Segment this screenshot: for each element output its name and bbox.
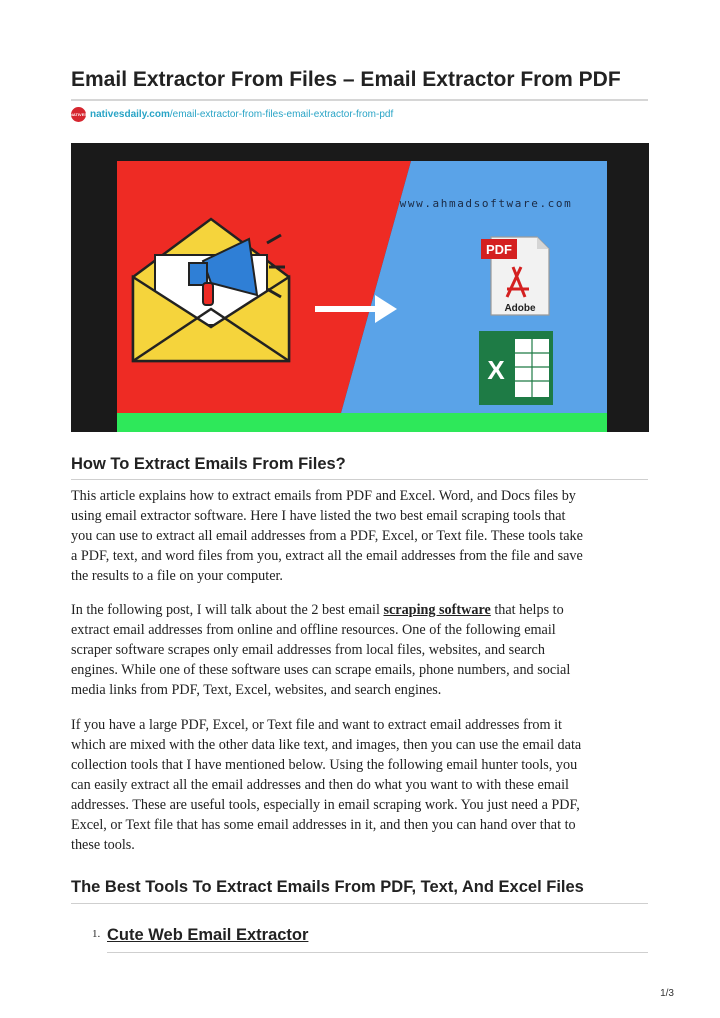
paragraph-text: In the following post, I will talk about the 2 best email	[71, 602, 384, 618]
paragraph-line: If you have a large PDF, Excel, or Text file and want to extract email addresses from it	[71, 717, 562, 733]
section-divider	[71, 903, 648, 904]
excel-label: X	[487, 355, 505, 385]
section-heading-how-to: How To Extract Emails From Files?	[71, 455, 346, 473]
paragraph-line: scraper software scrapes only email addresses from local files, websites, and search	[71, 642, 545, 658]
paragraph-line: collection tools that I have mentioned below. Using the following email hunter tools, you	[71, 757, 578, 773]
paragraph-line: engines. While one of these software uses can scrape emails, phone numbers, and social	[71, 662, 571, 678]
paragraph-line: extract email addresses from online and offline resources. One of the following email	[71, 622, 556, 638]
pdf-label: PDF	[486, 242, 512, 257]
adobe-label: Adobe	[504, 303, 536, 314]
source-domain-link[interactable]: nativesdaily.com	[90, 108, 170, 120]
site-favicon-icon: NATIVES	[71, 107, 86, 122]
paragraph-line: you can use to extract all email addresses from a PDF, Excel, or Text file. These tools take	[71, 528, 583, 544]
section-divider	[71, 479, 648, 480]
excel-file-icon	[479, 331, 553, 405]
page-title: Email Extractor From Files – Email Extractor From PDF	[71, 68, 621, 91]
website-url-text: www.ahmadsoftware.com	[399, 197, 573, 210]
paragraph-text: that helps to	[490, 602, 564, 618]
page-number: 1/3	[660, 988, 674, 999]
hero-image	[71, 143, 649, 432]
scraping-software-link[interactable]: scraping software	[383, 602, 491, 618]
green-strip	[117, 413, 607, 432]
hero-illustration	[71, 143, 649, 432]
paragraph-line: the results to a file on your computer.	[71, 568, 283, 584]
source-path-link[interactable]: /email-extractor-from-files-email-extractor-from-pdf	[169, 108, 394, 120]
paragraph-line	[71, 600, 651, 620]
paragraph-line: This article explains how to extract emails from PDF and Excel. Word, and Docs files by	[71, 488, 576, 504]
cute-web-email-extractor-link[interactable]: Cute Web Email Extractor	[107, 926, 309, 944]
list-item-divider	[107, 952, 648, 953]
intro-paragraph	[71, 486, 651, 586]
following-post-paragraph	[71, 600, 651, 700]
source-line[interactable]	[71, 106, 393, 122]
paragraph-line: media links from PDF, Text, Excel, websites, and search engines.	[71, 682, 442, 698]
paragraph-line: which are mixed with the other data like text, and images, then you can use the email data	[71, 737, 582, 753]
list-item-number: 1.	[92, 928, 101, 940]
paragraph-line: these tools.	[71, 837, 135, 853]
paragraph-line: a PDF, text, and word files from you, extract all the email addresses from the file and save	[71, 548, 583, 564]
paragraph-line: addresses. These are useful tools, especially in email scraping work. You just need a PDF,	[71, 797, 580, 813]
paragraph-line: can easily extract all the email addresses and then do what you want to with these email	[71, 777, 569, 793]
title-divider	[71, 99, 648, 101]
pdf-file-icon	[481, 237, 549, 315]
paragraph-line: using email extractor software. Here I have listed the two best email scraping tools that	[71, 508, 566, 524]
large-file-paragraph	[71, 715, 651, 855]
paragraph-line: Excel, or Text file that has some email addresses in it, and then you can hand over that to	[71, 817, 576, 833]
section-heading-best-tools: The Best Tools To Extract Emails From PDF, Text, And Excel Files	[71, 878, 584, 896]
